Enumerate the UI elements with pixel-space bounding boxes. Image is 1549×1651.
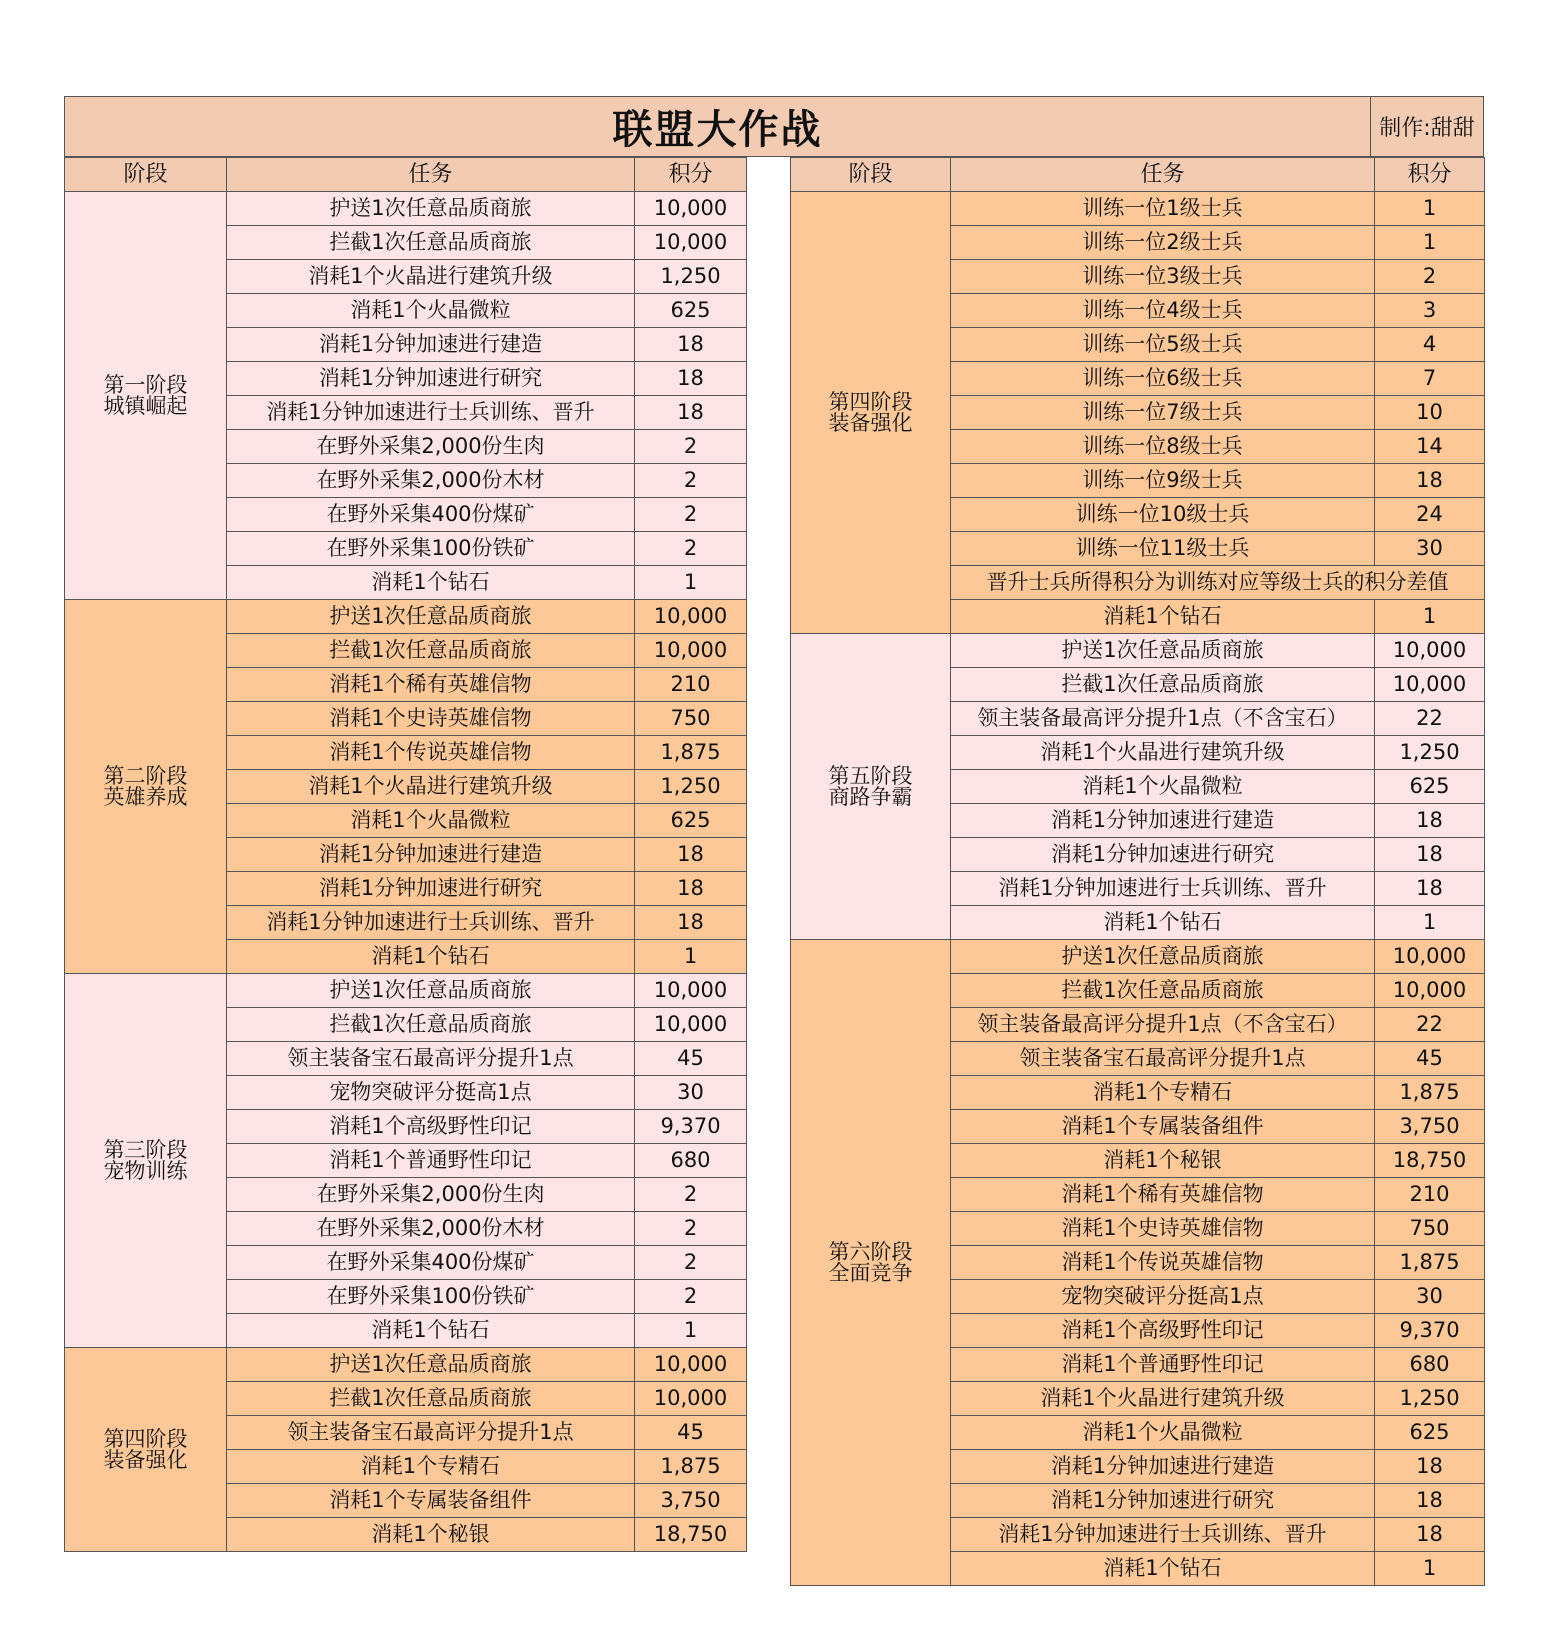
points-cell: 18 [635,328,747,362]
points-cell: 18 [635,396,747,430]
points-cell: 10,000 [1375,974,1485,1008]
points-cell: 18 [1375,1518,1485,1552]
task-cell: 训练一位2级士兵 [951,226,1375,260]
header-stage: 阶段 [65,158,227,192]
task-cell: 在野外采集2,000份生肉 [227,430,635,464]
task-cell: 消耗1个火晶进行建筑升级 [227,770,635,804]
points-cell: 9,370 [635,1110,747,1144]
task-cell: 训练一位5级士兵 [951,328,1375,362]
task-cell: 在野外采集100份铁矿 [227,532,635,566]
task-cell: 在野外采集400份煤矿 [227,498,635,532]
task-cell: 训练一位9级士兵 [951,464,1375,498]
task-cell: 消耗1个钻石 [951,906,1375,940]
points-cell: 10,000 [635,1382,747,1416]
task-cell: 消耗1个史诗英雄信物 [227,702,635,736]
points-cell: 1 [1375,1552,1485,1586]
task-cell: 宠物突破评分挺高1点 [951,1280,1375,1314]
task-cell: 拦截1次任意品质商旅 [227,1008,635,1042]
header-stage: 阶段 [791,158,951,192]
points-cell: 2 [1375,260,1485,294]
task-cell: 消耗1分钟加速进行研究 [951,1484,1375,1518]
task-cell: 训练一位11级士兵 [951,532,1375,566]
task-cell: 消耗1个钻石 [951,1552,1375,1586]
task-cell: 消耗1个专精石 [227,1450,635,1484]
task-cell: 拦截1次任意品质商旅 [951,974,1375,1008]
points-cell: 10,000 [635,192,747,226]
task-cell: 消耗1个火晶微粒 [227,804,635,838]
points-cell: 625 [1375,1416,1485,1450]
page-title: 联盟大作战 [612,107,823,153]
points-cell: 18 [1375,1484,1485,1518]
task-cell: 消耗1分钟加速进行建造 [951,1450,1375,1484]
points-cell: 1 [635,940,747,974]
points-cell: 1,250 [635,260,747,294]
points-cell: 45 [635,1416,747,1450]
table-row [65,600,747,634]
header-task: 任务 [227,158,635,192]
task-cell: 消耗1分钟加速进行士兵训练、晋升 [951,872,1375,906]
task-cell: 消耗1个钻石 [227,1314,635,1348]
task-cell: 消耗1个火晶微粒 [951,1416,1375,1450]
task-cell: 拦截1次任意品质商旅 [227,226,635,260]
points-cell: 1,875 [635,736,747,770]
points-cell: 3,750 [1375,1110,1485,1144]
task-cell: 消耗1个专精石 [951,1076,1375,1110]
left-table [64,157,747,1552]
task-cell: 拦截1次任意品质商旅 [951,668,1375,702]
task-cell: 拦截1次任意品质商旅 [227,1382,635,1416]
title-bar [64,96,1484,157]
task-cell: 训练一位1级士兵 [951,192,1375,226]
points-cell: 18,750 [1375,1144,1485,1178]
task-cell: 消耗1分钟加速进行研究 [227,872,635,906]
points-cell: 1 [1375,600,1485,634]
task-cell: 消耗1分钟加速进行研究 [227,362,635,396]
points-cell: 10,000 [1375,668,1485,702]
task-cell: 消耗1个稀有英雄信物 [951,1178,1375,1212]
points-cell: 18 [1375,464,1485,498]
stage-cell: 第四阶段 装备强化 [65,1348,227,1552]
points-cell: 1,250 [635,770,747,804]
points-cell: 10,000 [635,600,747,634]
task-cell: 消耗1个火晶微粒 [951,770,1375,804]
task-cell: 消耗1分钟加速进行建造 [951,804,1375,838]
points-cell: 10,000 [635,974,747,1008]
points-cell: 2 [635,1246,747,1280]
points-cell: 2 [635,430,747,464]
stage-cell: 第四阶段 装备强化 [791,192,951,634]
stage-cell: 第三阶段 宠物训练 [65,974,227,1348]
points-cell: 210 [1375,1178,1485,1212]
points-cell: 1,875 [1375,1076,1485,1110]
task-cell: 消耗1个钻石 [227,566,635,600]
points-cell: 2 [635,532,747,566]
task-cell: 训练一位7级士兵 [951,396,1375,430]
task-cell: 消耗1个火晶进行建筑升级 [951,1382,1375,1416]
points-cell: 22 [1375,1008,1485,1042]
task-cell: 领主装备宝石最高评分提升1点 [951,1042,1375,1076]
task-cell: 消耗1个史诗英雄信物 [951,1212,1375,1246]
task-cell: 消耗1个传说英雄信物 [951,1246,1375,1280]
task-cell: 消耗1个稀有英雄信物 [227,668,635,702]
table-row [65,192,747,226]
points-cell: 30 [1375,1280,1485,1314]
task-cell: 消耗1个普通野性印记 [951,1348,1375,1382]
right-table [790,157,1485,1586]
task-cell: 训练一位3级士兵 [951,260,1375,294]
task-cell: 训练一位10级士兵 [951,498,1375,532]
task-cell: 消耗1个火晶微粒 [227,294,635,328]
points-cell: 24 [1375,498,1485,532]
points-cell: 18 [1375,838,1485,872]
task-cell: 消耗1个火晶进行建筑升级 [951,736,1375,770]
points-cell: 2 [635,498,747,532]
points-cell: 30 [635,1076,747,1110]
author-label: 制作:甜甜 [1370,97,1483,156]
points-cell: 2 [635,464,747,498]
task-cell: 消耗1分钟加速进行建造 [227,838,635,872]
task-cell: 消耗1分钟加速进行建造 [227,328,635,362]
points-cell: 1 [1375,906,1485,940]
points-cell: 1 [635,1314,747,1348]
points-cell: 7 [1375,362,1485,396]
task-cell: 消耗1个传说英雄信物 [227,736,635,770]
task-cell: 护送1次任意品质商旅 [951,634,1375,668]
points-cell: 2 [635,1280,747,1314]
task-cell: 消耗1分钟加速进行研究 [951,838,1375,872]
points-cell: 45 [1375,1042,1485,1076]
task-cell: 护送1次任意品质商旅 [951,940,1375,974]
points-cell: 3,750 [635,1484,747,1518]
points-cell: 1,250 [1375,736,1485,770]
points-cell: 10,000 [1375,940,1485,974]
points-cell: 750 [1375,1212,1485,1246]
points-cell: 18 [1375,804,1485,838]
header-row [791,158,1485,192]
header-points: 积分 [1375,158,1485,192]
points-cell: 210 [635,668,747,702]
task-cell: 在野外采集400份煤矿 [227,1246,635,1280]
points-cell: 18 [1375,872,1485,906]
task-cell: 消耗1分钟加速进行士兵训练、晋升 [227,396,635,430]
stage-cell: 第六阶段 全面竞争 [791,940,951,1586]
points-cell: 18 [635,838,747,872]
points-cell: 2 [635,1212,747,1246]
points-cell: 18 [1375,1450,1485,1484]
task-cell: 宠物突破评分挺高1点 [227,1076,635,1110]
points-cell: 45 [635,1042,747,1076]
points-cell: 14 [1375,430,1485,464]
points-cell: 680 [635,1144,747,1178]
points-cell: 30 [1375,532,1485,566]
points-cell: 10,000 [1375,634,1485,668]
task-cell: 消耗1个火晶进行建筑升级 [227,260,635,294]
task-cell: 消耗1分钟加速进行士兵训练、晋升 [227,906,635,940]
task-cell: 消耗1个高级野性印记 [951,1314,1375,1348]
points-cell: 750 [635,702,747,736]
points-cell: 680 [1375,1348,1485,1382]
points-cell: 18 [635,906,747,940]
task-cell: 护送1次任意品质商旅 [227,600,635,634]
header-points: 积分 [635,158,747,192]
task-cell: 在野外采集100份铁矿 [227,1280,635,1314]
points-cell: 1 [1375,192,1485,226]
task-cell: 护送1次任意品质商旅 [227,974,635,1008]
task-cell: 领主装备最高评分提升1点（不含宝石） [951,702,1375,736]
points-cell: 625 [635,804,747,838]
stage-cell: 第一阶段 城镇崛起 [65,192,227,600]
points-cell: 10 [1375,396,1485,430]
stage-cell: 第二阶段 英雄养成 [65,600,227,974]
task-cell: 领主装备最高评分提升1点（不含宝石） [951,1008,1375,1042]
task-cell: 在野外采集2,000份木材 [227,1212,635,1246]
task-cell: 护送1次任意品质商旅 [227,192,635,226]
points-cell: 10,000 [635,1008,747,1042]
task-cell: 消耗1个秘银 [951,1144,1375,1178]
points-cell: 1 [1375,226,1485,260]
table-row [791,192,1485,226]
points-cell: 18,750 [635,1518,747,1552]
task-cell: 护送1次任意品质商旅 [227,1348,635,1382]
task-cell: 领主装备宝石最高评分提升1点 [227,1042,635,1076]
task-cell: 领主装备宝石最高评分提升1点 [227,1416,635,1450]
table-row [791,634,1485,668]
header-row [65,158,747,192]
points-cell: 1,250 [1375,1382,1485,1416]
points-cell: 1 [635,566,747,600]
points-cell: 10,000 [635,1348,747,1382]
task-cell: 消耗1个钻石 [227,940,635,974]
task-cell: 消耗1分钟加速进行士兵训练、晋升 [951,1518,1375,1552]
task-cell: 消耗1个专属装备组件 [227,1484,635,1518]
points-cell: 9,370 [1375,1314,1485,1348]
task-cell: 训练一位6级士兵 [951,362,1375,396]
task-cell: 在野外采集2,000份木材 [227,464,635,498]
task-cell: 在野外采集2,000份生肉 [227,1178,635,1212]
table-row [65,974,747,1008]
points-cell: 10,000 [635,634,747,668]
task-cell: 消耗1个秘银 [227,1518,635,1552]
points-cell: 625 [1375,770,1485,804]
points-cell: 18 [635,362,747,396]
task-cell: 晋升士兵所得积分为训练对应等级士兵的积分差值 [951,566,1485,600]
table-row [65,1348,747,1382]
points-cell: 1,875 [1375,1246,1485,1280]
header-task: 任务 [951,158,1375,192]
table-row [791,940,1485,974]
task-cell: 消耗1个高级野性印记 [227,1110,635,1144]
points-cell: 18 [635,872,747,906]
points-cell: 4 [1375,328,1485,362]
task-cell: 训练一位8级士兵 [951,430,1375,464]
stage-cell: 第五阶段 商路争霸 [791,634,951,940]
task-cell: 消耗1个专属装备组件 [951,1110,1375,1144]
task-cell: 消耗1个钻石 [951,600,1375,634]
task-cell: 训练一位4级士兵 [951,294,1375,328]
points-cell: 10,000 [635,226,747,260]
points-cell: 2 [635,1178,747,1212]
task-cell: 消耗1个普通野性印记 [227,1144,635,1178]
points-cell: 625 [635,294,747,328]
points-cell: 22 [1375,702,1485,736]
task-cell: 拦截1次任意品质商旅 [227,634,635,668]
points-cell: 1,875 [635,1450,747,1484]
points-cell: 3 [1375,294,1485,328]
